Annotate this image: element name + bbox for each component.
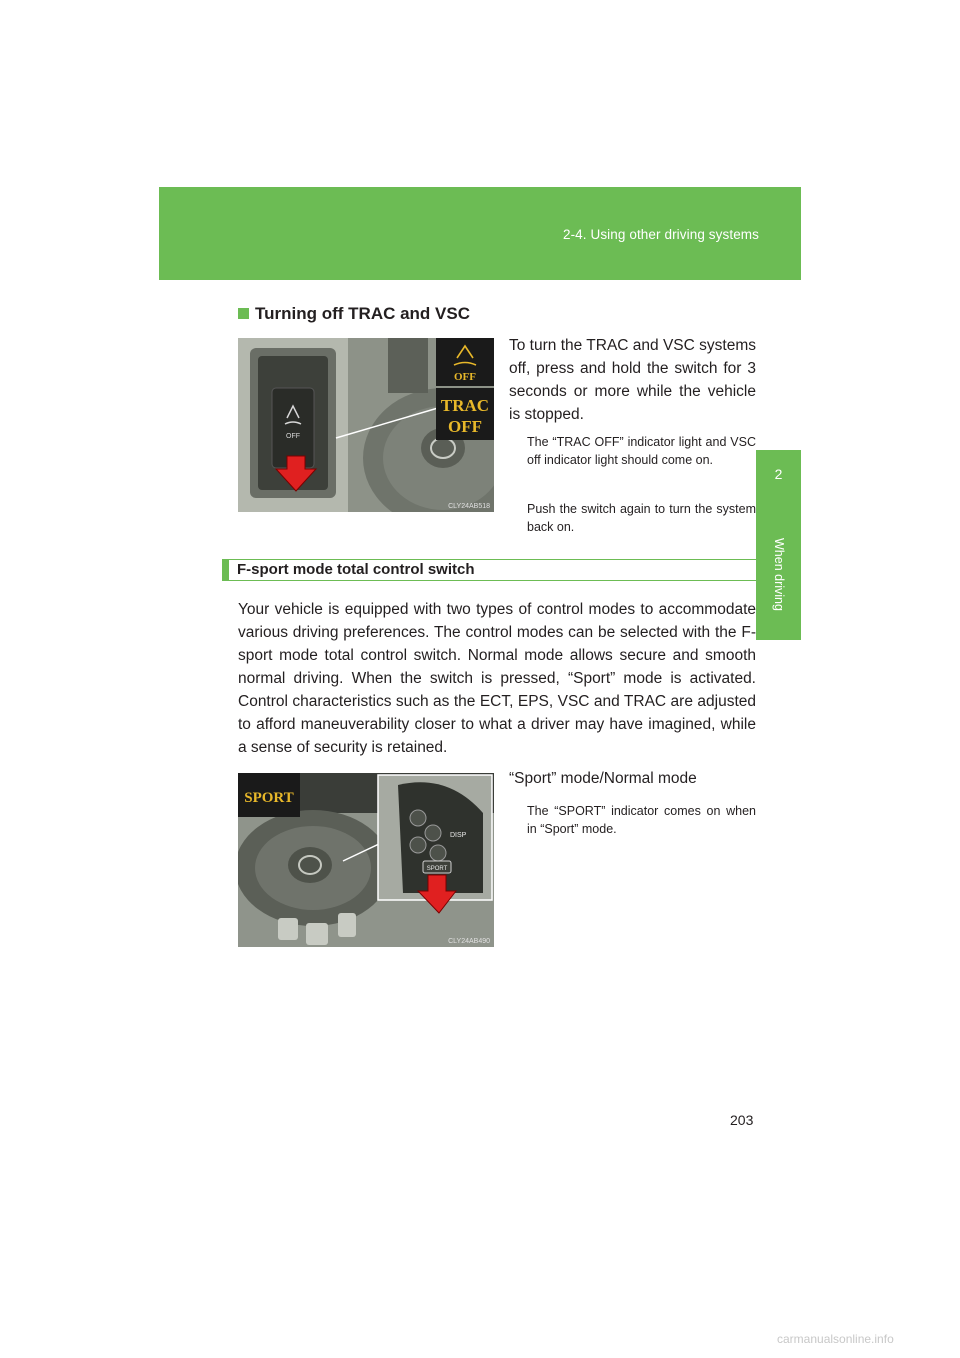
switch-off-label: OFF [286, 433, 300, 440]
trac-off-switch-image [238, 338, 494, 512]
square-bullet-icon [238, 308, 249, 319]
watermark: carmanualsonline.info [777, 1332, 894, 1346]
svg-text:OFF: OFF [454, 371, 476, 383]
chapter-label: When driving [772, 538, 786, 611]
section-heading-bar [222, 559, 760, 581]
trac-instruction: To turn the TRAC and VSC systems off, press and hold the switch for 3 seconds or more while the vehicle is stopped. [509, 337, 756, 423]
section-title: 2-4. Using other driving systems [562, 227, 759, 242]
sport-mode-switch-image [238, 773, 494, 947]
image-code: CLY24AB490 [448, 938, 490, 945]
section-header-band [159, 187, 801, 280]
sport-indicator-note: The “SPORT” indicator comes on when in “Sport” mode. [527, 804, 756, 836]
disp-label: DISP [450, 832, 467, 839]
mode-label: “Sport” mode/Normal mode [509, 770, 697, 787]
sport-button-label: SPORT [426, 866, 448, 872]
svg-text:OFF: OFF [448, 417, 482, 436]
section-heading: F-sport mode total control switch [237, 561, 475, 578]
svg-text:SPORT: SPORT [244, 790, 294, 806]
subsection-heading: Turning off TRAC and VSC [238, 304, 470, 324]
trac-note-indicator: The “TRAC OFF” indicator light and VSC off indicator light should come on. [527, 435, 756, 467]
page-number: 203 [730, 1112, 754, 1128]
chapter-number: 2 [774, 466, 783, 482]
fsport-description: Your vehicle is equipped with two types of control modes to accommodate various driving preferences. The control modes can be selected with the F-sport mode total control switch. Normal mode allows secure and smooth normal driving. When the switch is pressed, “Sport” mode is activated. Control characteristics such as the ECT, EPS, VSC and TRAC are adjusted to afford maneuverability closer to what a driver may have imagined, while a sense of security is retained. [238, 601, 756, 756]
chapter-tab[interactable] [756, 450, 801, 640]
image-code: CLY24AB518 [448, 503, 490, 510]
svg-text:TRAC: TRAC [440, 396, 490, 415]
trac-note-restore: Push the switch again to turn the system back on. [527, 502, 756, 534]
